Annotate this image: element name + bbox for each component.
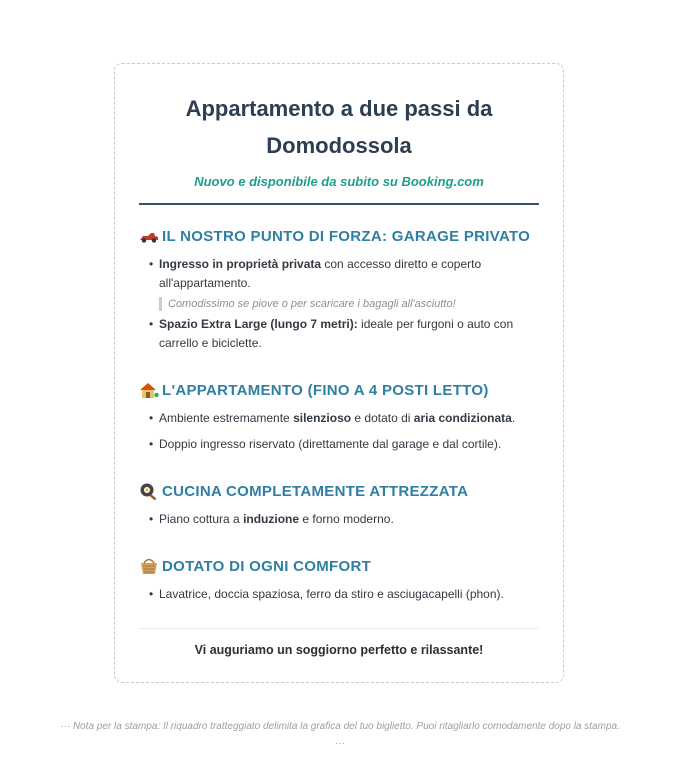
closing-divider [139,628,539,629]
section-list [139,315,539,353]
card-title: Appartamento a due passi da Domodossola [185,96,493,158]
section-title-text: L'APPARTAMENTO (FINO A 4 POSTI LETTO) [162,381,489,399]
section-list [139,255,539,293]
card-subtitle: Nuovo e disponibile da subito su Booking.com [194,174,484,189]
list-item: • Lavatrice, doccia spaziosa, ferro da stiro e asciugacapelli (phon). [149,585,539,604]
list-item: • Ingresso in proprietà privata con accesso diretto e coperto all'appartamento. [149,255,539,293]
section-title [139,557,539,575]
section-title [139,227,539,245]
section-garage [139,227,539,353]
section-kitchen [139,482,539,529]
section-title [139,381,539,399]
basket-icon [139,557,159,575]
house-icon [139,381,159,399]
list-item: • Piano cottura a induzione e forno moderno. [149,510,539,529]
section-title-text: DOTATO DI OGNI COMFORT [162,557,372,575]
ticket-card [114,63,564,683]
section-title-text: CUCINA COMPLETAMENTE ATTREZZATA [162,482,469,500]
list-item: • Ambiente estremamente silenzioso e dotato di aria condizionata. [149,409,539,428]
section-list [139,585,539,604]
race-car-icon [139,227,159,245]
section-title-text: IL NOSTRO PUNTO DI FORZA: GARAGE PRIVATO [162,227,531,245]
section-list [139,510,539,529]
list-item: • Doppio ingresso riservato (direttamente dal garage e dal cortile). [149,435,539,454]
title-divider [139,203,539,205]
section-comfort [139,557,539,604]
section-title [139,482,539,500]
closing-message: Vi auguriamo un soggiorno perfetto e rilassante! [194,643,484,657]
list-item: • Spazio Extra Large (lungo 7 metri): ideale per furgoni o auto con carrello e biciclette. [149,315,539,353]
quote-note: Comodissimo se piove o per scaricare i bagagli all'asciutto! [159,297,539,311]
section-list [139,409,539,454]
frying-pan-icon [139,482,159,500]
section-apartment [139,381,539,454]
print-footnote: ··· Nota per la stampa: Il riquadro tratteggiato delimita la grafica del tuo biglietto. Puoi ritagliarlo comodamente dopo la stampa. ··· [60,721,620,749]
